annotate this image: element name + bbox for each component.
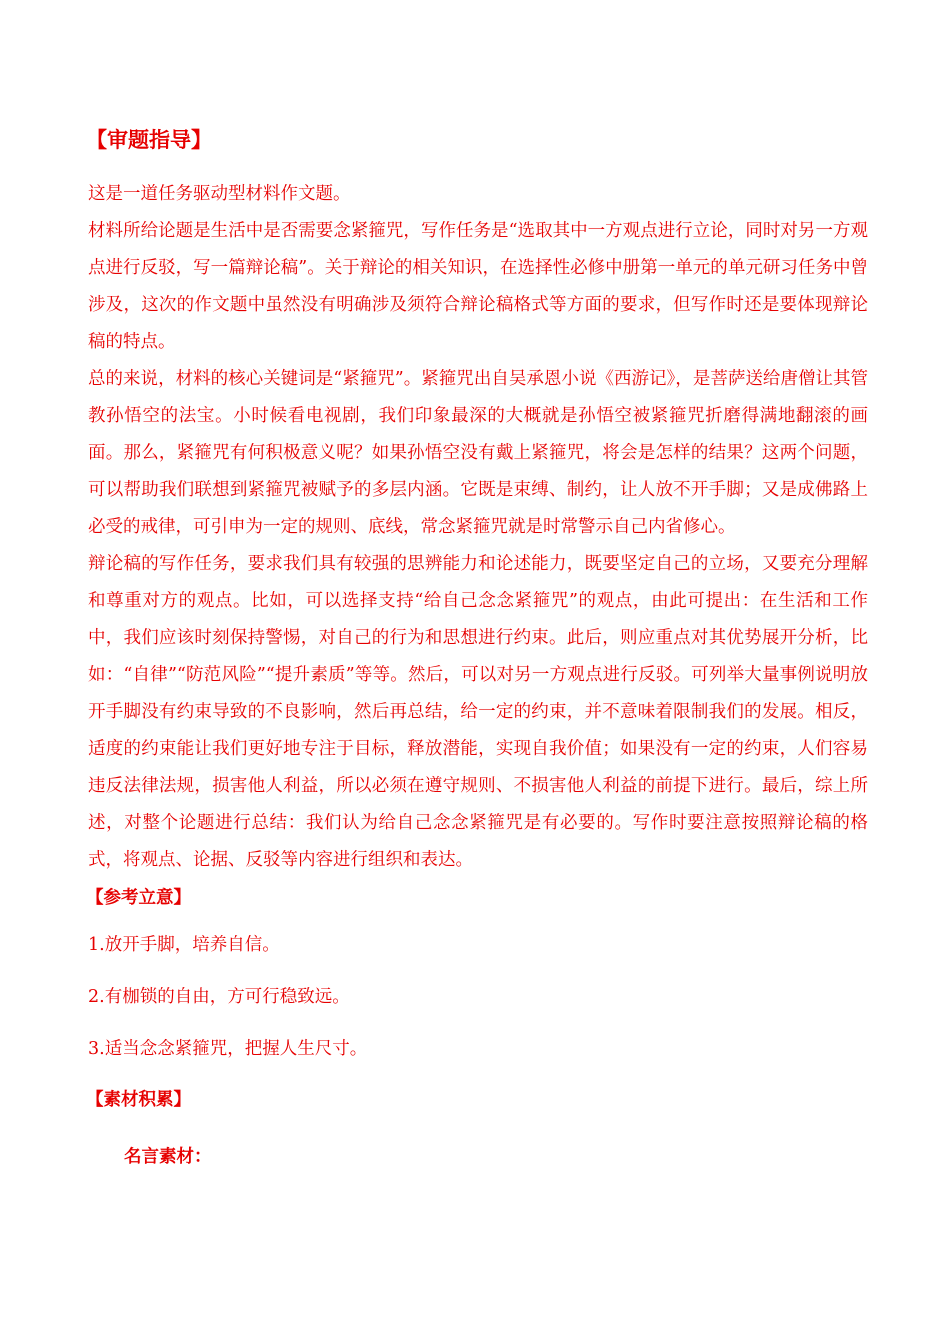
- reference-item: 3.适当念念紧箍咒，把握人生尺寸。: [88, 1039, 368, 1059]
- section-title-reference: 【参考立意】: [86, 888, 191, 908]
- paragraph-debate: 辩论稿的写作任务，要求我们具有较强的思辨能力和论述能力，既要坚定自己的立场，又要充分理解和尊重对方的观点。比如，可以选择支持“给自己念念紧箍咒”的观点，由此可提出：在生活和工作中，我们应该时刻保持警惕，对自己的行为和思想进行约束。此后，则应重点对其优势展开分析，比如：“自律”“防范风险”“提升素质”等等。然后，可以对另一方观点进行反驳。可列举大量事例说明放开手脚没有约束导致的不良影响，然后再总结，给一定的约束，并不意味着限制我们的发展。相反，适度的约束能让我们更好地专注于目标，释放潜能，实现自我价值；如果没有一定的约束，人们容易违反法律法规，损害他人利益，所以必须在遵守规则、不损害他人利益的前提下进行。最后，综上所述，对整个论题进行总结：我们认为给自己念念紧箍咒是有必要的。写作时要注意按照辩论稿的格式，将观点、论据、反驳等内容进行组织和表达。: [88, 554, 868, 870]
- document-content: [88, 120, 868, 1177]
- paragraph-keyword: 总的来说，材料的核心关键词是“紧箍咒”。紧箍咒出自吴承恩小说《西游记》，是菩萨送给唐僧让其管教孙悟空的法宝。小时候看电视剧，我们印象最深的大概就是孙悟空被紧箍咒折磨得满地翻滚的画面。那么，紧箍咒有何积极意义呢？如果孙悟空没有戴上紧箍咒，将会是怎样的结果？这两个问题，可以帮助我们联想到紧箍咒被赋予的多层内涵。它既是束缚、制约，让人放不开手脚；又是成佛路上必受的戒律，可引申为一定的规则、底线，常念紧箍咒就是时常警示自己内省修心。: [88, 369, 868, 537]
- reference-item: 1.放开手脚，培养自信。: [88, 935, 280, 955]
- quotes-label: 名言素材：: [124, 1147, 212, 1167]
- reference-list: [88, 919, 868, 1075]
- paragraph-task: 材料所给论题是生活中是否需要念紧箍咒，写作任务是“选取其中一方观点进行立论，同时对另一方观点进行反驳，写一篇辩论稿”。关于辩论的相关知识，在选择性必修中册第一单元的单元研习任务中曾涉及，这次的作文题中虽然没有明确涉及须符合辩论稿格式等方面的要求，但写作时还是要体现辩论稿的特点。: [88, 221, 868, 352]
- section-title-material: 【素材积累】: [86, 1090, 191, 1110]
- paragraph-intro: 这是一道任务驱动型材料作文题。: [88, 184, 351, 204]
- reference-item: 2.有枷锁的自由，方可行稳致远。: [88, 987, 350, 1007]
- section-title-guidance: 【审题指导】: [86, 128, 212, 152]
